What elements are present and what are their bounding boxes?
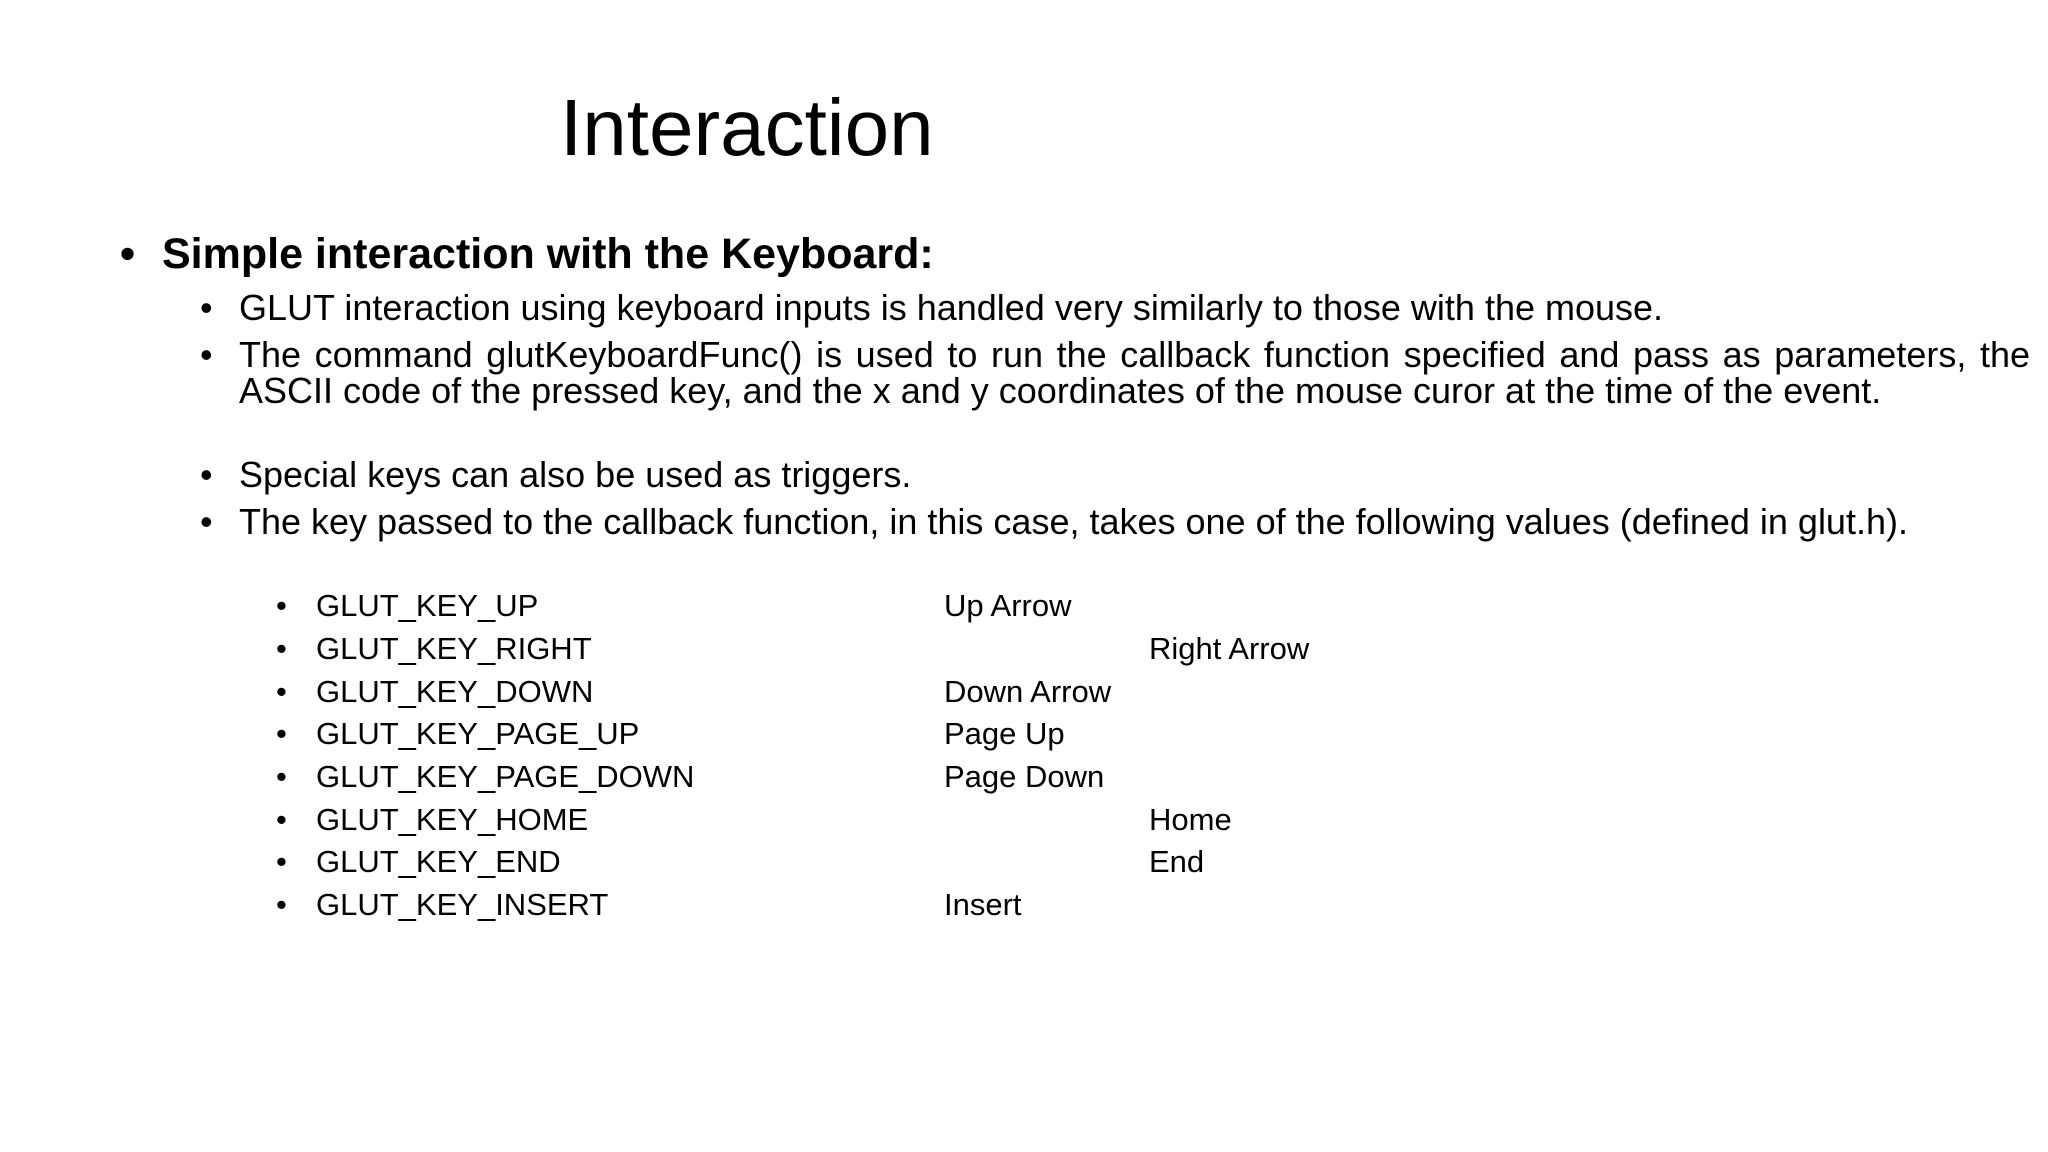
key-label: Down Arrow (944, 674, 1112, 709)
bullet-icon: • (200, 334, 213, 375)
bullet-heading: Simple interaction with the Keyboard: (162, 230, 934, 278)
key-name: GLUT_KEY_END (316, 844, 561, 879)
sub-bullet (200, 334, 2030, 411)
key-label: Up Arrow (944, 588, 1072, 623)
key-label: Right Arrow (1149, 631, 1310, 666)
bullet-text: Special keys can also be used as triggers. (239, 454, 912, 495)
sub-bullet (200, 454, 2030, 495)
bullet-icon: • (276, 674, 287, 709)
bullet-text: The key passed to the callback function, in this case, takes one of the following values (defined in glut.h). (239, 501, 1908, 542)
key-name: GLUT_KEY_INSERT (316, 887, 609, 922)
bullet-icon: • (276, 844, 287, 879)
bullet-text: GLUT interaction using keyboard inputs is handled very similarly to those with the mouse. (239, 287, 1664, 328)
bullet-icon: • (200, 501, 213, 542)
key-name: GLUT_KEY_DOWN (316, 674, 594, 709)
bullet-icon: • (276, 631, 287, 666)
key-label: End (1149, 844, 1205, 879)
bullet-icon: • (276, 887, 287, 922)
key-label: Page Up (944, 716, 1065, 751)
bullet-icon: • (120, 230, 136, 278)
sub-bullet (200, 287, 2030, 328)
key-label: Home (1149, 802, 1232, 837)
bullet-icon: • (200, 454, 213, 495)
key-name: GLUT_KEY_HOME (316, 802, 589, 837)
bullet-icon: • (200, 287, 213, 328)
sub-bullet (200, 501, 2030, 542)
bullet-icon: • (276, 716, 287, 751)
key-name: GLUT_KEY_UP (316, 588, 539, 623)
bullet-text: The command glutKeyboardFunc() is used to run the callback function specified and pass as parameters, the ASCII code of the pressed key, and the x and y coordinates of the mouse curor at the time of the event. (239, 334, 2030, 411)
key-name: GLUT_KEY_PAGE_UP (316, 716, 640, 751)
bullet-icon: • (276, 759, 287, 794)
key-label: Insert (944, 887, 1022, 922)
bullet-icon: • (276, 588, 287, 623)
slide-title: Interaction (560, 83, 934, 172)
key-label: Page Down (944, 759, 1105, 794)
bullet-icon: • (276, 802, 287, 837)
key-name: GLUT_KEY_RIGHT (316, 631, 592, 666)
key-name: GLUT_KEY_PAGE_DOWN (316, 759, 695, 794)
